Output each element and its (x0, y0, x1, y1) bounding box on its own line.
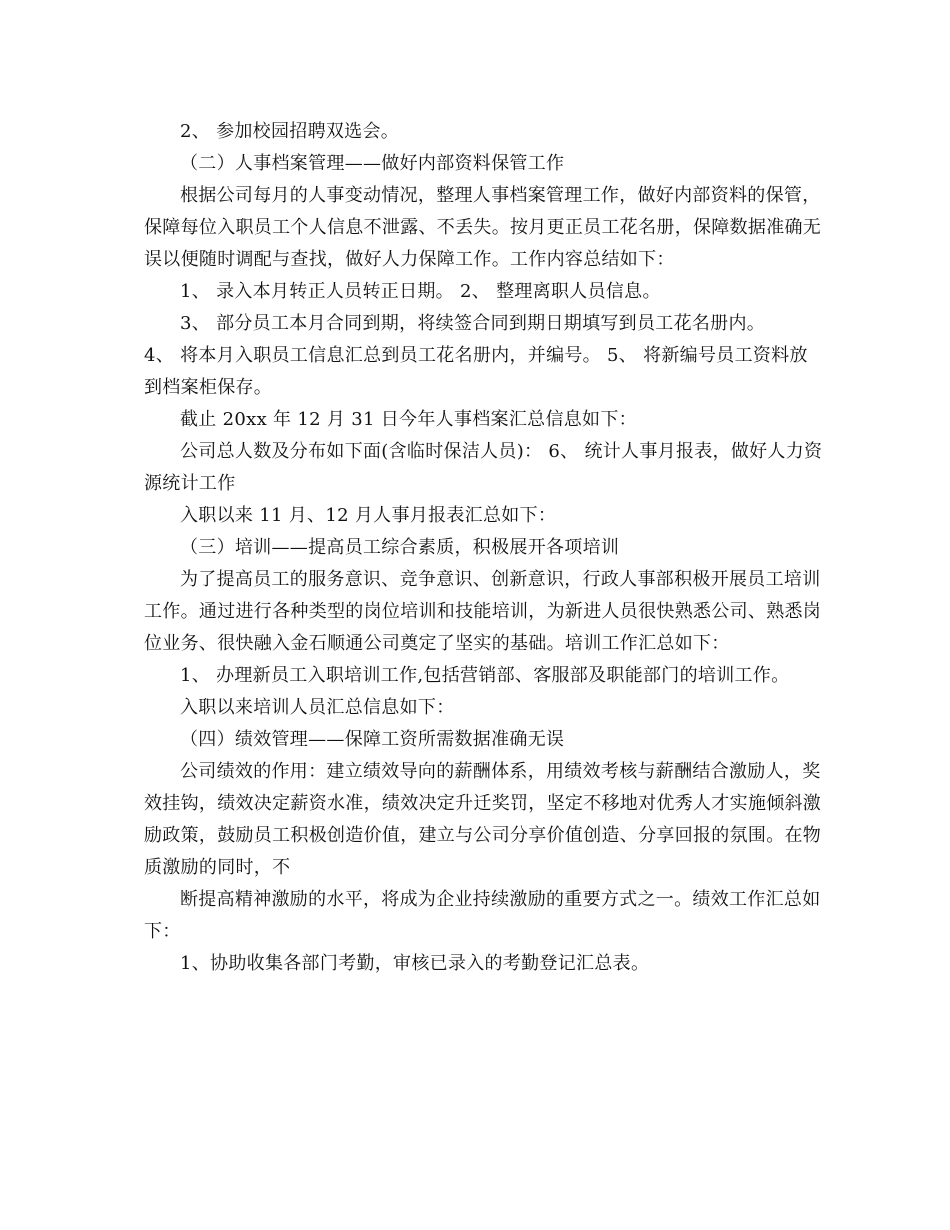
paragraph-personnel-files: 根据公司每月的人事变动情况，整理人事档案管理工作，做好内部资料的保管，保障每位入职员工个人信息不泄露、不丢失。按月更正员工花名册，保障数据准确无误以便随时调配与查找，做好人力保障工作。工作内容总结如下： (144, 185, 822, 270)
paragraph-training-summary: 入职以来培训人员汇总信息如下： (180, 697, 455, 718)
paragraph-archive-summary: 截止 20xx 年 12 月 31 日今年人事档案汇总信息如下： (180, 409, 637, 430)
paragraph-items-1-2: 1、 录入本月转正人员转正日期。 2、 整理离职人员信息。 (180, 281, 661, 302)
paragraph-performance-continued: 断提高精神激励的水平，将成为企业持续激励的重要方式之一。绩效工作汇总如下： (144, 889, 821, 942)
section-heading-personnel-files: （二）人事档案管理——做好内部资料保管工作 (180, 153, 565, 174)
paragraph-items-4-5: 4、 将本月入职员工信息汇总到员工花名册内，并编号。 5、 将新编号员工资料放到档案柜保存。 (144, 345, 808, 398)
paragraph-performance-item-1: 1、协助收集各部门考勤，审核已录入的考勤登记汇总表。 (180, 953, 650, 974)
paragraph-training-item-1: 1、 办理新员工入职培训工作,包括营销部、客服部及职能部门的培训工作。 (180, 665, 790, 686)
paragraph-item-3: 3、 部分员工本月合同到期，将续签合同到期日期填写到员工花名册内。 (180, 313, 766, 334)
paragraph-headcount-item-6: 公司总人数及分布如下面(含临时保洁人员)： 6、 统计人事月报表，做好人力资源统计工作 (144, 441, 823, 494)
section-heading-training: （三）培训——提高员工综合素质，积极展开各项培训 (180, 537, 620, 558)
paragraph-training: 为了提高员工的服务意识、竞争意识、创新意识，行政人事部积极开展员工培训工作。通过进行各种类型的岗位培训和技能培训，为新进人员很快熟悉公司、熟悉岗位业务、很快融入金石顺通公司奠定了坚实的基础。培训工作汇总如下： (144, 569, 822, 654)
paragraph-item-1: 2、 参加校园招聘双选会。 (180, 121, 400, 142)
paragraph-monthly-report: 入职以来 11 月、12 月人事月报表汇总如下： (180, 505, 557, 526)
section-heading-performance: （四）绩效管理——保障工资所需数据准确无误 (180, 729, 565, 750)
document-body (144, 116, 824, 980)
paragraph-performance: 公司绩效的作用：建立绩效导向的薪酬体系，用绩效考核与薪酬结合激励人，奖效挂钩，绩效决定薪资水准，绩效决定升迁奖罚，坚定不移地对优秀人才实施倾斜激励政策，鼓励员工积极创造价值，建立与公司分享价值创造、分享回报的氛围。在物质激励的同时，不 (144, 761, 822, 878)
